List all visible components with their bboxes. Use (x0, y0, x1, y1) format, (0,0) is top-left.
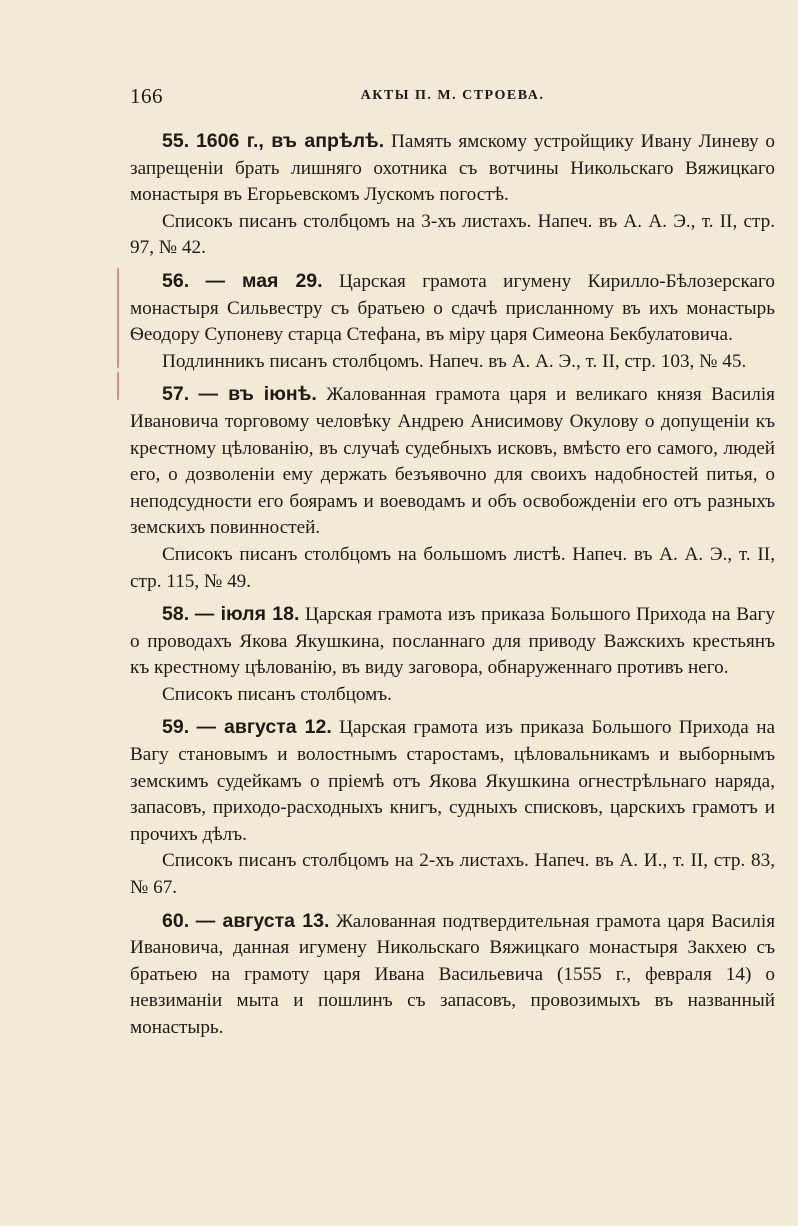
entry-summary: Память ямскому устройщику Ивану Линеву о запрещеніи брать лишняго охотника съ вотчины Никольскаго Вяжицкаго монастыря въ Егорьевскомъ Лускомъ погостѣ. (130, 131, 776, 206)
entry-note: Списокъ писанъ столбцомъ на 3-хъ листахъ. Напеч. въ А. А. Э., т. II, стр. 97, № 42. (130, 210, 775, 259)
entry-summary: Жалованная подтвердительная грамота царя Василія Ивановича, данная игумену Никольскаго Вяжицкаго монастыря Закхею съ братьею на грамоту царя Ивана Васильевича (1555 г., февраля 14) о невзиманіи мыта и пошлинъ съ запасовъ, провозимыхъ въ названный монастырь. (130, 910, 776, 1038)
entry-note: Списокъ писанъ столбцомъ на 2-хъ листахъ. Напеч. въ А. И., т. II, стр. 83, № 67. (130, 850, 775, 899)
entry-text (130, 601, 775, 682)
entry-date: — мая 29. (205, 269, 323, 292)
margin-pencil-mark (117, 268, 119, 368)
entry-date: 1606 г., въ апрѣлѣ. (195, 130, 385, 152)
entry-summary: Жалованная грамота царя и великаго князя Василія Ивановича торговому человѣку Андрею Анисимову Окулову о допущеніи къ крестному цѣлованію, въ случаѣ судебныхъ исковъ, вмѣсто его самого, людей его, о дозволеніи ему держать безъявочно для своихъ надобностей питья, о неподсудности его боярамъ и воеводамъ и объ освобожденіи его отъ разныхъ земскихъ повинностей. (130, 384, 775, 539)
entry-text (130, 268, 775, 349)
page-body (130, 128, 775, 1042)
entry-note: Списокъ писанъ столбцомъ на большомъ листѣ. Напеч. въ А. А. Э., т. II, стр. 115, № 49. (130, 543, 775, 592)
entry-note: Подлинникъ писанъ столбцомъ. Напеч. въ А. А. Э., т. II, стр. 103, № 45. (162, 350, 747, 372)
margin-pencil-mark-lower (117, 372, 119, 400)
entry-summary: Царская грамота изъ приказа Большого Прихода на Вагу о проводахъ Якова Якушкина, посланнаго для приводу Важскихъ крестьянъ къ крестному цѣлованію, въ виду заговора, обнаруженнаго противъ него. (130, 604, 776, 679)
entry-date: — въ іюнѣ. (198, 383, 317, 406)
entry-text (130, 128, 775, 209)
entry-58 (130, 601, 775, 708)
entry-summary: Царская грамота изъ приказа Большого Прихода на Вагу становымъ и волостнымъ старостамъ, цѣловальникамъ и выборнымъ земскимъ судейкамъ о пріемѣ отъ Якова Якушкина огнестрѣльнаго наряда, запасовъ, приходо-расходныхъ книгъ, судныхъ списковъ, царскихъ грамотъ и прочихъ дѣлъ. (130, 717, 775, 845)
entry-57 (130, 381, 775, 595)
page-number: 166 (130, 84, 163, 108)
entry-number: 60. (162, 909, 190, 932)
entry-55 (130, 128, 775, 262)
entry-number: 55. (162, 130, 190, 152)
entry-text (130, 908, 775, 1042)
entry-text (130, 714, 775, 848)
page-header (130, 84, 775, 116)
entry-date: — августа 13. (195, 909, 330, 932)
entry-number: 57. (162, 383, 190, 406)
entry-60 (130, 908, 775, 1042)
entry-summary: Царская грамота игумену Кирилло-Бѣлозерскаго монастыря Сильвестру съ братьею о сдачѣ присланному въ ихъ монастырь Ѳеодору Супоневу старца Стефана, въ міру царя Симеона Бекбулатовича. (130, 270, 775, 346)
entry-59 (130, 714, 775, 901)
entry-56 (130, 268, 775, 375)
entry-date: — іюля 18. (194, 603, 300, 626)
entry-text (130, 381, 775, 542)
entry-number: 58. (162, 603, 190, 626)
entry-note: Списокъ писанъ столбцомъ. (162, 683, 392, 705)
entry-date: — августа 12. (196, 716, 332, 739)
entry-number: 56. (162, 269, 190, 292)
entry-number: 59. (162, 716, 190, 739)
running-title: АКТЫ П. М. СТРОЕВА. (360, 88, 545, 103)
